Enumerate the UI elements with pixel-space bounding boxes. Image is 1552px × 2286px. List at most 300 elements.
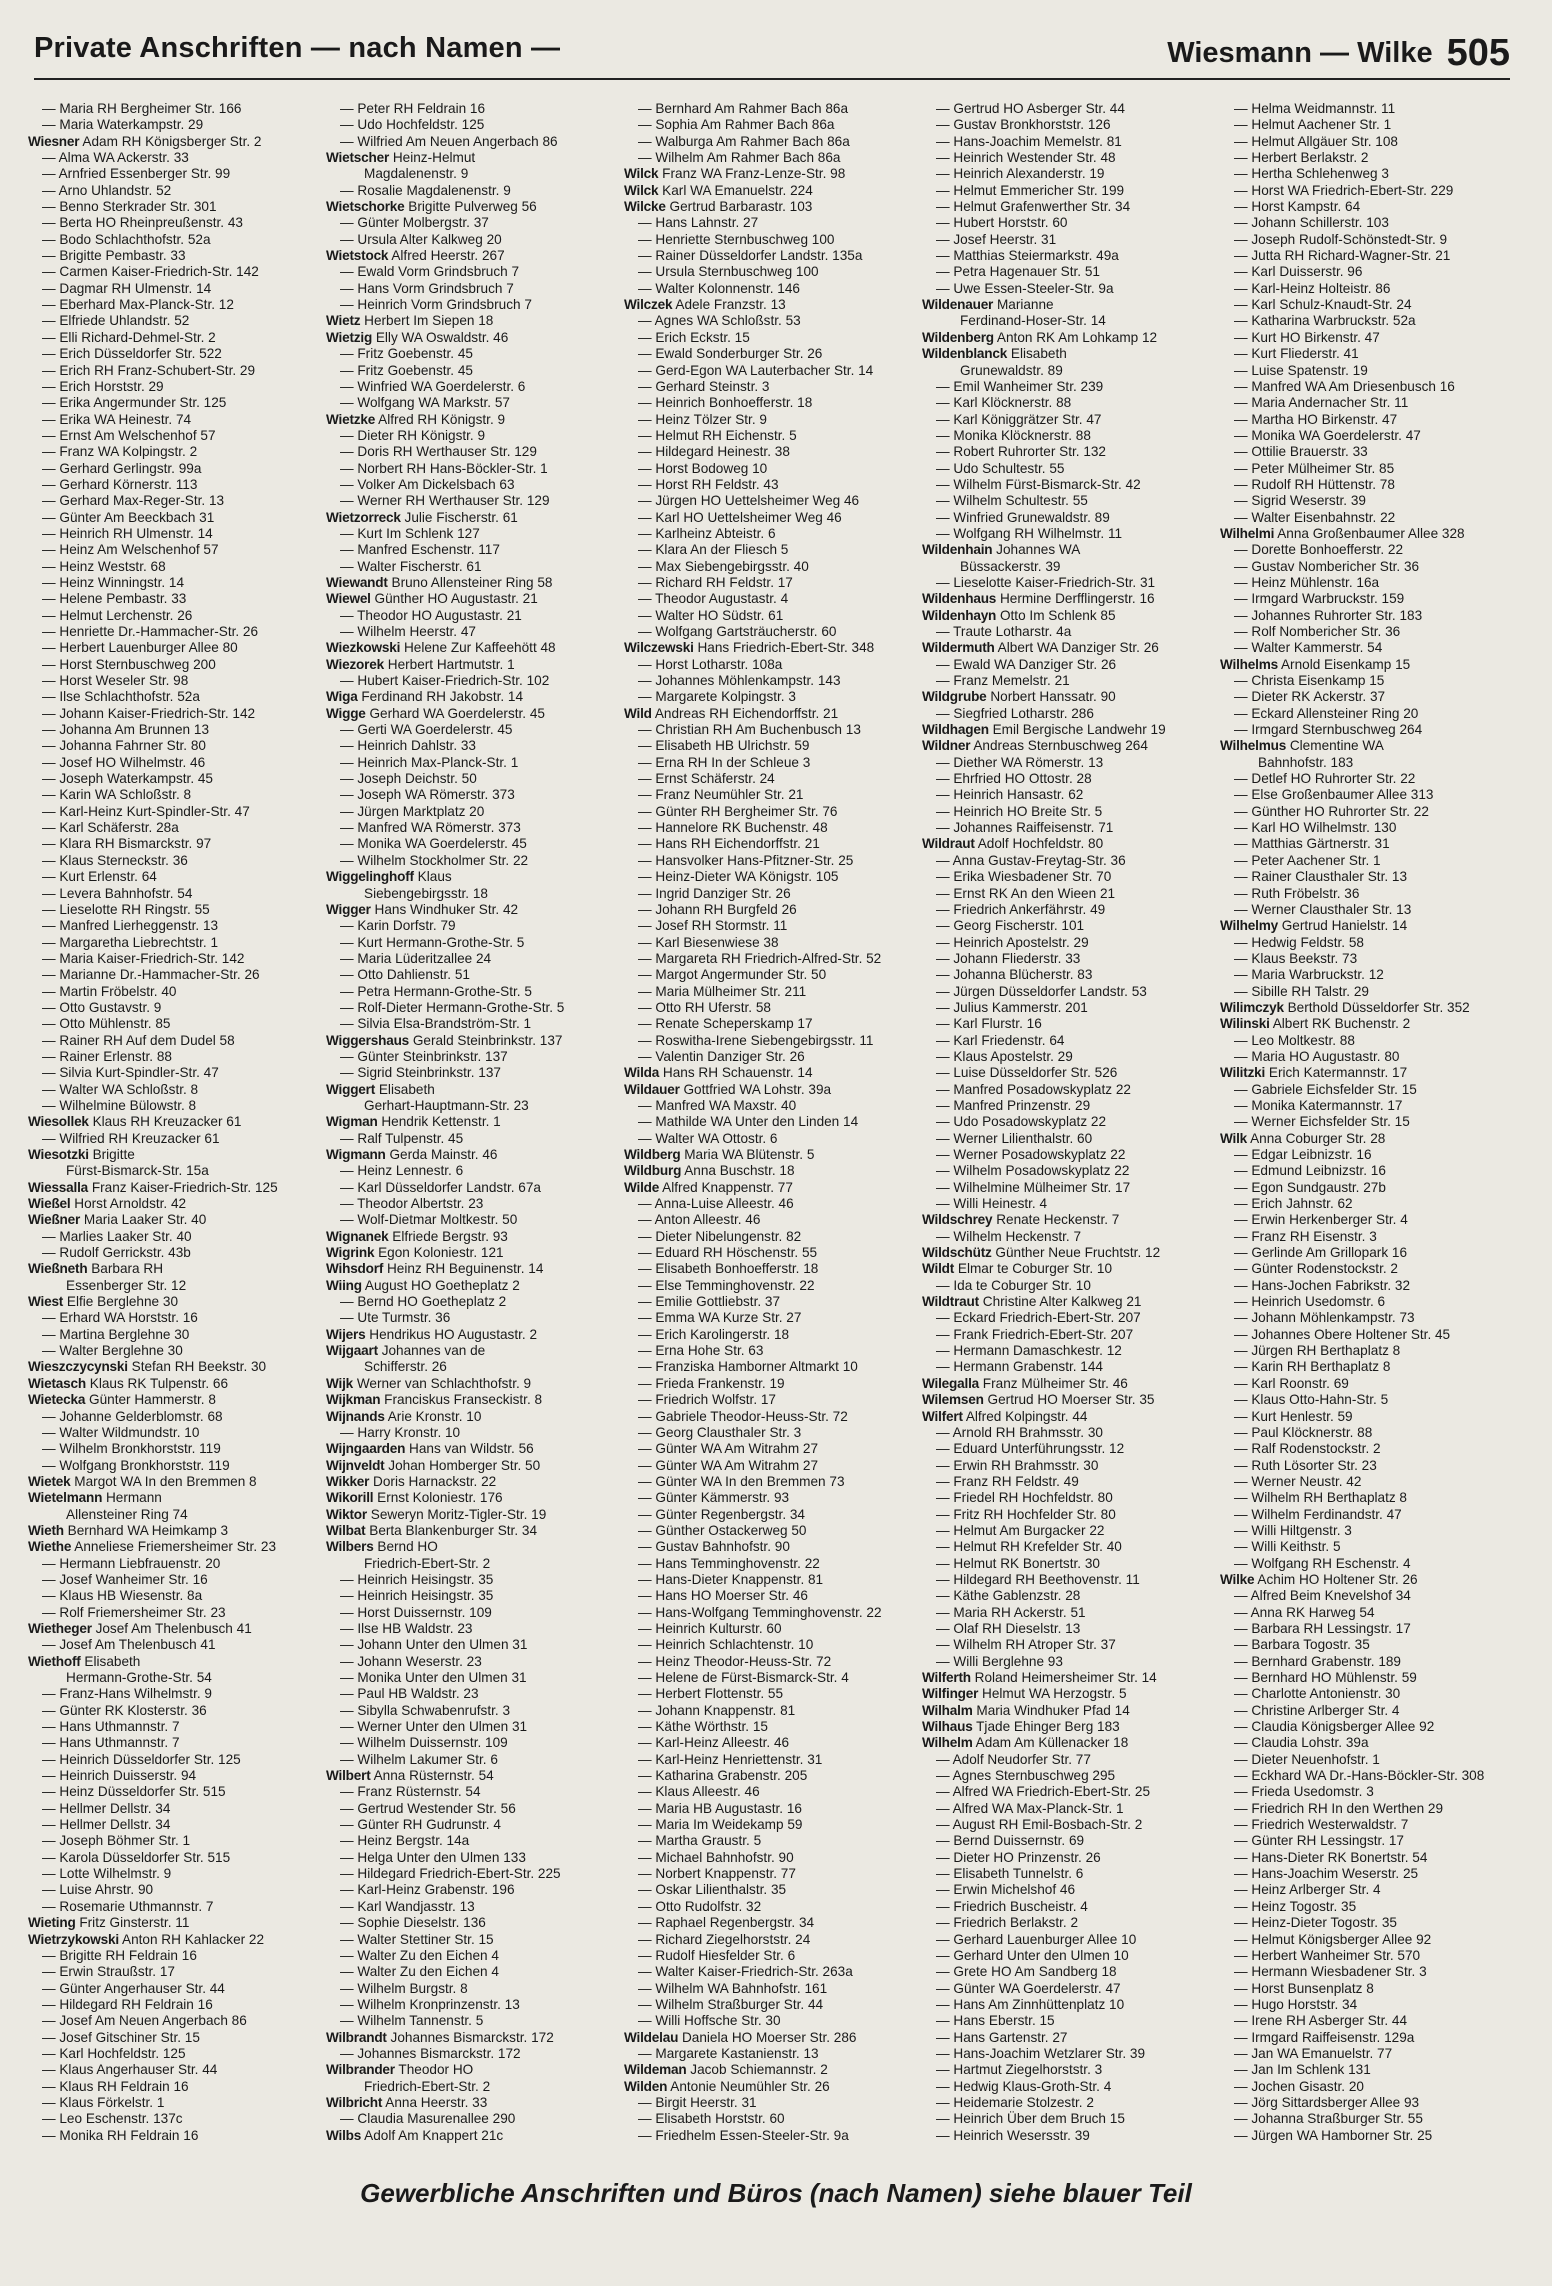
entry-text: — Hildegard Friedrich-Ebert-Str. 225 — [340, 1866, 561, 1882]
entry-text: — Heinz Weststr. 68 — [42, 558, 166, 574]
entry-text: — Friedrich Buscheistr. 4 — [936, 1898, 1088, 1914]
entry-text: Albert WA Danziger Str. 26 — [997, 640, 1159, 656]
entry-text: Gerhart-Hauptmann-Str. 23 — [364, 1097, 529, 1113]
listing-entry — [624, 1621, 922, 1637]
listing-entry — [624, 395, 922, 411]
entry-text: — Marianne Dr.-Hammacher-Str. 26 — [42, 967, 260, 983]
entry-text: — Wilhelm Fürst-Bismarck-Str. 42 — [936, 476, 1141, 492]
entry-text: — Hans Lahnstr. 27 — [638, 215, 759, 231]
entry-text: — Katharina Warbruckstr. 52a — [1234, 313, 1416, 329]
listing-entry — [28, 330, 326, 346]
entry-text: — Franz Neumühler Str. 21 — [638, 787, 804, 803]
listing-entry — [624, 1441, 922, 1457]
entry-text: — Manfred Eschenstr. 117 — [340, 542, 500, 558]
entry-text: Günter Hammerstr. 8 — [89, 1392, 216, 1408]
entry-text: — Hans-Dieter RK Bonertstr. 54 — [1234, 1849, 1428, 1865]
surname-entry — [28, 1654, 326, 1670]
entry-text: — Elli Richard-Dehmel-Str. 2 — [42, 329, 216, 345]
entry-text: — Erwin Herkenberger Str. 4 — [1234, 1212, 1408, 1228]
listing-entry — [922, 1474, 1220, 1490]
listing-entry — [922, 101, 1220, 117]
entry-text: — Walter Kammerstr. 54 — [1234, 640, 1383, 656]
listing-entry — [28, 1686, 326, 1702]
entry-text: — Anna-Luise Alleestr. 46 — [638, 1196, 794, 1212]
listing-entry — [922, 1507, 1220, 1523]
listing-entry — [1220, 722, 1518, 738]
listing-entry — [1220, 215, 1518, 231]
surname: Wiesollek — [28, 1114, 89, 1130]
surname-entry — [1220, 657, 1518, 673]
entry-text: — Heinrich Schlachtenstr. 10 — [638, 1637, 814, 1653]
listing-entry — [28, 297, 326, 313]
listing-entry — [1220, 1082, 1518, 1098]
entry-text: — Maria Kaiser-Friedrich-Str. 142 — [42, 950, 245, 966]
entry-text: — Luise Ahrstr. 90 — [42, 1882, 154, 1898]
surname: Wietek — [28, 1473, 71, 1489]
listing-entry — [28, 967, 326, 983]
entry-text: — Rainer Düsseldorfer Landstr. 135a — [638, 248, 863, 264]
surname-entry — [28, 1474, 326, 1490]
entry-text: — Franziska Hamborner Altmarkt 10 — [638, 1359, 858, 1375]
listing-entry — [326, 722, 624, 738]
listing-entry — [28, 1801, 326, 1817]
listing-entry — [1220, 444, 1518, 460]
entry-text: — Paul Klöcknerstr. 88 — [1234, 1424, 1373, 1440]
listing-entry — [326, 134, 624, 150]
listing-entry — [624, 902, 922, 918]
entry-text: Elfie Berglehne 30 — [66, 1294, 179, 1310]
listing-entry — [28, 1016, 326, 1032]
entry-text: — Karl Biesenwiese 38 — [638, 934, 779, 950]
listing-entry — [1220, 951, 1518, 967]
listing-entry — [922, 787, 1220, 803]
listing-entry — [326, 215, 624, 231]
entry-text: Magdalenenstr. 9 — [364, 166, 469, 182]
listing-entry — [922, 264, 1220, 280]
listing-entry — [922, 363, 1220, 379]
listing-entry — [624, 722, 922, 738]
listing-entry — [1220, 689, 1518, 705]
entry-text: Franz WA Franz-Lenze-Str. 98 — [662, 166, 846, 182]
surname: Wildauer — [624, 1081, 680, 1097]
listing-entry — [28, 1343, 326, 1359]
listing-entry — [922, 1605, 1220, 1621]
entry-text: — Josef HO Wilhelmstr. 46 — [42, 754, 206, 770]
entry-text: — Maria HB Augustastr. 16 — [638, 1800, 802, 1816]
entry-text: Gerda Mainstr. 46 — [389, 1147, 498, 1162]
listing-entry — [28, 346, 326, 362]
surname-entry — [326, 2062, 624, 2078]
listing-entry — [1220, 836, 1518, 852]
listing-entry — [1220, 1964, 1518, 1980]
listing-entry — [624, 1245, 922, 1261]
entry-text: — Wilhelm Lakumer Str. 6 — [340, 1751, 498, 1767]
surname-entry — [326, 1523, 624, 1539]
entry-text: — Hans-Joachim Wetzlarer Str. 39 — [936, 2045, 1146, 2061]
listing-entry — [1220, 1817, 1518, 1833]
entry-text: — Petra Hermann-Grothe-Str. 5 — [340, 983, 532, 999]
surname-entry — [326, 1376, 624, 1392]
listing-entry — [28, 493, 326, 509]
listing-entry — [624, 657, 922, 673]
entry-text: — August RH Emil-Bosbach-Str. 2 — [936, 1817, 1143, 1833]
listing-entry — [624, 1507, 922, 1523]
entry-text: Bahnhofstr. 183 — [1258, 754, 1354, 770]
entry-text: Heinz-Helmut — [392, 150, 476, 166]
listing-entry — [28, 918, 326, 934]
entry-text: — Helene de Fürst-Bismarck-Str. 4 — [638, 1670, 849, 1685]
surname-entry — [28, 1621, 326, 1637]
entry-text: — Hubert Kaiser-Friedrich-Str. 102 — [340, 673, 550, 689]
surname-entry — [922, 1245, 1220, 1261]
surname-entry — [922, 346, 1220, 362]
entry-text: — Eckard Allensteiner Ring 20 — [1234, 705, 1419, 721]
listing-entry — [1220, 2128, 1518, 2144]
entry-text: — Heinrich Kulturstr. 60 — [638, 1620, 782, 1636]
listing-entry — [922, 1964, 1220, 1980]
listing-entry — [1220, 820, 1518, 836]
listing-entry — [624, 608, 922, 624]
listing-entry — [326, 1098, 624, 1114]
listing-entry — [922, 951, 1220, 967]
column-2 — [326, 101, 624, 2146]
entry-text: — Margarete Kolpingstr. 3 — [638, 689, 796, 705]
surname: Wijnands — [326, 1408, 385, 1424]
entry-text: — Johannes Möhlenkampstr. 143 — [638, 673, 841, 689]
surname-entry — [326, 2128, 624, 2144]
entry-text: — Günter Am Beeckbach 31 — [42, 509, 215, 525]
entry-text: — Theodor HO Augustastr. 21 — [340, 607, 522, 623]
entry-text: Johannes van de — [381, 1343, 486, 1359]
listing-entry — [1220, 1621, 1518, 1637]
entry-text: — Gabriele Theodor-Heuss-Str. 72 — [638, 1408, 848, 1424]
surname: Wilde — [624, 1179, 660, 1195]
listing-entry — [28, 1572, 326, 1588]
listing-entry — [326, 1686, 624, 1702]
listing-entry — [28, 1964, 326, 1980]
entry-text: — Wolfgang WA Markstr. 57 — [340, 395, 510, 411]
listing-entry — [1220, 1343, 1518, 1359]
surname: Wildraut — [922, 836, 975, 852]
listing-entry — [1220, 2030, 1518, 2046]
listing-entry — [326, 526, 624, 542]
surname-entry — [1220, 1016, 1518, 1032]
entry-text: — Karl Schäferstr. 28a — [42, 820, 179, 836]
listing-entry — [28, 787, 326, 803]
entry-text: — Harry Kronstr. 10 — [340, 1424, 461, 1440]
entry-text: Hermann-Grothe-Str. 54 — [66, 1670, 212, 1685]
entry-text: — Wilhelm Heerstr. 47 — [340, 624, 476, 639]
entry-text: — Franz Rüsternstr. 54 — [340, 1784, 481, 1800]
entry-text: — Dieter RK Ackerstr. 37 — [1234, 689, 1386, 705]
listing-entry — [624, 1866, 922, 1882]
entry-text: Hans Friedrich-Ebert-Str. 348 — [697, 640, 875, 656]
listing-entry — [922, 1490, 1220, 1506]
entry-text: Alfred RH Königstr. 9 — [378, 411, 506, 427]
entry-text: — Henriette Dr.-Hammacher-Str. 26 — [42, 624, 259, 639]
listing-entry — [624, 836, 922, 852]
entry-text: — Dieter Nibelungenstr. 82 — [638, 1228, 802, 1244]
entry-text: — Friedrich Ankerfährstr. 49 — [936, 901, 1106, 917]
listing-entry — [922, 2095, 1220, 2111]
listing-entry — [28, 657, 326, 673]
entry-text: — Jan WA Emanuelstr. 77 — [1234, 2045, 1393, 2061]
entry-text: — Emma WA Kurze Str. 27 — [638, 1310, 802, 1326]
listing-entry — [1220, 428, 1518, 444]
entry-text: Gerhard WA Goerdelerstr. 45 — [369, 705, 545, 721]
entry-text: Klaus — [417, 869, 452, 885]
entry-text: — Frieda Usedomstr. 3 — [1234, 1784, 1374, 1800]
entry-text: — Luise Spatenstr. 19 — [1234, 362, 1368, 378]
listing-entry — [922, 1033, 1220, 1049]
surname: Wilbrandt — [326, 2029, 387, 2045]
surname: Wilbert — [326, 1768, 371, 1784]
listing-entry — [1220, 787, 1518, 803]
entry-text: — Hans Am Zinnhüttenplatz 10 — [936, 1996, 1125, 2012]
entry-text: — Wilhelm Duissernstr. 109 — [340, 1735, 508, 1751]
surname-entry — [922, 542, 1220, 558]
entry-text: — Karola Düsseldorfer Str. 515 — [42, 1849, 231, 1865]
entry-text: — Horst Duissernstr. 109 — [340, 1604, 492, 1620]
surname-entry — [326, 902, 624, 918]
entry-text: — Kurt HO Birkenstr. 47 — [1234, 329, 1380, 345]
surname: Wikker — [326, 1473, 370, 1489]
listing-entry — [922, 412, 1220, 428]
surname: Wigger — [326, 901, 371, 917]
entry-text: — Käthe Wörthstr. 15 — [638, 1719, 768, 1735]
entry-text: Brigitte Pulverweg 56 — [408, 199, 537, 215]
entry-text: — Walter WA Schloßstr. 8 — [42, 1081, 199, 1097]
entry-text: — Julius Kammerstr. 201 — [936, 999, 1088, 1015]
entry-text: — Eduard RH Höschenstr. 55 — [638, 1245, 818, 1261]
entry-text: Berthold Düsseldorfer Str. 352 — [1287, 999, 1470, 1015]
entry-text: Ferdinand-Hoser-Str. 14 — [960, 313, 1106, 329]
entry-text: Anneliese Friemersheimer Str. 23 — [74, 1539, 277, 1555]
listing-entry — [326, 984, 624, 1000]
listing-entry — [1220, 1458, 1518, 1474]
entry-text: — Klaus Förkelstr. 1 — [42, 2094, 165, 2110]
entry-text: — Lotte Wilhelmstr. 9 — [42, 1866, 172, 1882]
listing-entry — [326, 738, 624, 754]
entry-text: — Klaus Otto-Hahn-Str. 5 — [1234, 1392, 1389, 1408]
surname: Wijnveldt — [326, 1457, 385, 1473]
listing-entry — [1220, 412, 1518, 428]
entry-text: — Ottilie Brauerstr. 33 — [1234, 444, 1368, 460]
entry-text: — Otto RH Uferstr. 58 — [638, 999, 771, 1015]
page-range — [1167, 32, 1510, 75]
listing-entry — [1220, 1915, 1518, 1931]
entry-text: — Erwin Straußstr. 17 — [42, 1964, 175, 1980]
listing-entry — [1220, 117, 1518, 133]
entry-text: — Diether WA Römerstr. 13 — [936, 754, 1104, 770]
listing-entry — [326, 1670, 624, 1686]
listing-entry — [28, 101, 326, 117]
entry-text: — Theodor Albertstr. 23 — [340, 1196, 484, 1212]
entry-text: — Hertha Schlehenweg 3 — [1234, 166, 1389, 182]
listing-entry — [624, 526, 922, 542]
entry-text: — Karl-Heinz Henriettenstr. 31 — [638, 1751, 823, 1767]
listing-entry — [1220, 248, 1518, 264]
entry-text: Bernd HO — [377, 1539, 438, 1555]
listing-entry — [1220, 1670, 1518, 1686]
entry-text: — Erich Horststr. 29 — [42, 378, 164, 394]
surname-entry — [922, 1376, 1220, 1392]
entry-text: — Maria RH Ackerstr. 51 — [936, 1604, 1086, 1620]
listing-entry — [326, 755, 624, 771]
entry-text: Elisabeth — [84, 1653, 141, 1669]
listing-entry — [28, 150, 326, 166]
entry-text: — Monika RH Feldrain 16 — [42, 2127, 199, 2143]
entry-text: — Hans Temminghovenstr. 22 — [638, 1555, 820, 1571]
entry-text: — Norbert RH Hans-Böckler-Str. 1 — [340, 460, 548, 476]
listing-entry — [326, 1654, 624, 1670]
listing-entry — [28, 281, 326, 297]
listing-entry — [624, 1016, 922, 1032]
entry-text: — Walter Kaiser-Friedrich-Str. 263a — [638, 1964, 853, 1980]
surname-entry — [624, 166, 922, 182]
entry-text: — Adolf Neudorfer Str. 77 — [936, 1751, 1091, 1767]
entry-text: — Günter WA Goerdelerstr. 47 — [936, 1980, 1121, 1996]
surname-entry — [326, 313, 624, 329]
surname: Wilemsen — [922, 1392, 984, 1408]
entry-text: Theodor HO — [398, 2062, 474, 2078]
surname: Wildenhayn — [922, 607, 997, 623]
entry-text: — Günter RH Gudrunstr. 4 — [340, 1817, 501, 1833]
listing-entry — [1220, 608, 1518, 624]
listing-entry — [326, 232, 624, 248]
listing-entry — [922, 755, 1220, 771]
surname-entry — [922, 1703, 1220, 1719]
listing-entry — [28, 755, 326, 771]
entry-text: — Benno Sterkrader Str. 301 — [42, 199, 217, 215]
listing-entry — [28, 1229, 326, 1245]
entry-text: — Karl Roonstr. 69 — [1234, 1375, 1349, 1391]
listing-entry — [922, 1866, 1220, 1882]
surname-entry — [326, 1441, 624, 1457]
listing-entry — [326, 117, 624, 133]
listing-entry — [922, 1556, 1220, 1572]
entry-text: — Rolf-Dieter Hermann-Grothe-Str. 5 — [340, 999, 565, 1015]
listing-entry — [922, 1016, 1220, 1032]
listing-entry — [326, 379, 624, 395]
entry-text: — Erika Angermunder Str. 125 — [42, 395, 227, 411]
entry-text: — Johanne Gelderblomstr. 68 — [42, 1408, 223, 1424]
entry-text: Klaus RH Kreuzacker 61 — [92, 1114, 242, 1130]
listing-entry — [28, 1605, 326, 1621]
entry-text: — Raphael Regenbergstr. 34 — [638, 1915, 815, 1931]
listing-entry — [1220, 1425, 1518, 1441]
entry-text: — Helmut Königsberger Allee 92 — [1234, 1931, 1432, 1947]
surname-entry — [326, 199, 624, 215]
entry-text: — Franz-Hans Wilhelmstr. 9 — [42, 1686, 212, 1702]
entry-text: Christine Alter Kalkweg 21 — [982, 1294, 1142, 1310]
listing-entry — [1220, 559, 1518, 575]
entry-text: Günther HO Augustastr. 21 — [374, 591, 538, 607]
listing-entry — [1220, 1719, 1518, 1735]
surname: Wilimczyk — [1220, 999, 1284, 1015]
surname-entry — [28, 1932, 326, 1948]
entry-text: — Friedrich Wolfstr. 17 — [638, 1392, 776, 1408]
entry-text: Hendrikus HO Augustastr. 2 — [369, 1326, 538, 1342]
entry-text: — Franz WA Kolpingstr. 2 — [42, 444, 198, 460]
page-title: Private Anschriften — nach Namen — — [34, 32, 561, 64]
listing-entry — [922, 869, 1220, 885]
listing-entry — [624, 1556, 922, 1572]
entry-text: — Sibylla Schwabenrufstr. 3 — [340, 1702, 511, 1718]
listing-entry — [922, 1850, 1220, 1866]
entry-text: — Friedrich RH In den Werthen 29 — [1234, 1800, 1444, 1816]
entry-text: — Margaretha Liebrechtstr. 1 — [42, 934, 219, 950]
entry-text: — Dieter Neuenhofstr. 1 — [1234, 1751, 1380, 1767]
entry-text: — Heinz Düsseldorfer Str. 515 — [42, 1784, 226, 1800]
entry-text: — Friedhelm Essen-Steeler-Str. 9a — [638, 2127, 849, 2143]
entry-text: — Barbara Togostr. 35 — [1234, 1637, 1370, 1653]
surname-entry — [326, 1474, 624, 1490]
entry-text: — Theodor Augustastr. 4 — [638, 591, 789, 607]
entry-text: — Hans Gartenstr. 27 — [936, 2029, 1068, 2045]
listing-entry — [1220, 624, 1518, 640]
listing-entry — [28, 1882, 326, 1898]
entry-text: — Friedrich Berlakstr. 2 — [936, 1915, 1079, 1931]
entry-text: — Else Großenbaumer Allee 313 — [1234, 787, 1434, 803]
entry-text: — Johann Knappenstr. 81 — [638, 1702, 796, 1718]
entry-text: — Joseph WA Römerstr. 373 — [340, 787, 515, 803]
entry-text: — Günter RH Bergheimer Str. 76 — [638, 803, 838, 819]
entry-text: — Monika Unter den Ulmen 31 — [340, 1670, 527, 1685]
listing-entry — [1220, 1033, 1518, 1049]
surname: Wildermuth — [922, 640, 995, 656]
listing-entry — [624, 1703, 922, 1719]
entry-text: — Anton Alleestr. 46 — [638, 1212, 761, 1228]
listing-entry — [624, 624, 922, 640]
surname: Wilbricht — [326, 2094, 383, 2110]
listing-entry — [922, 215, 1220, 231]
entry-text: — Udo Schultestr. 55 — [936, 460, 1065, 476]
entry-text: — Johanna Straßburger Str. 55 — [1234, 2111, 1423, 2127]
surname-entry — [624, 1180, 922, 1196]
listing-entry — [624, 1784, 922, 1800]
surname: Wilhalm — [922, 1702, 973, 1718]
listing-entry — [922, 510, 1220, 526]
entry-text: — Joseph Rudolf-Schönstedt-Str. 9 — [1234, 231, 1448, 247]
listing-entry — [1220, 150, 1518, 166]
entry-text: — Heinrich Dahlstr. 33 — [340, 738, 476, 754]
listing-entry — [1220, 1703, 1518, 1719]
listing-entry — [922, 1768, 1220, 1784]
listing-entry — [326, 166, 624, 182]
listing-entry — [922, 1359, 1220, 1375]
entry-text: — Heinrich Über dem Bruch 15 — [936, 2111, 1125, 2127]
entry-text: — Elisabeth HB Ulrichstr. 59 — [638, 738, 810, 754]
listing-entry — [1220, 1556, 1518, 1572]
entry-text: — Gustav Nombericher Str. 36 — [1234, 558, 1420, 574]
listing-entry — [624, 1000, 922, 1016]
listing-entry — [624, 1458, 922, 1474]
entry-text: Anton RH Kahlacker 22 — [122, 1931, 265, 1947]
entry-text: — Günter Molbergstr. 37 — [340, 215, 489, 231]
listing-entry — [1220, 1212, 1518, 1228]
listing-entry — [326, 820, 624, 836]
entry-text: — Hellmer Dellstr. 34 — [42, 1817, 171, 1833]
entry-text: — Frieda Frankenstr. 19 — [638, 1375, 785, 1391]
listing-entry — [28, 395, 326, 411]
listing-entry — [28, 559, 326, 575]
entry-text: — Traute Lotharstr. 4a — [936, 624, 1072, 639]
listing-entry — [326, 1801, 624, 1817]
entry-text: Jacob Schiemannstr. 2 — [690, 2062, 828, 2078]
listing-entry — [624, 542, 922, 558]
surname-entry — [922, 1670, 1220, 1686]
